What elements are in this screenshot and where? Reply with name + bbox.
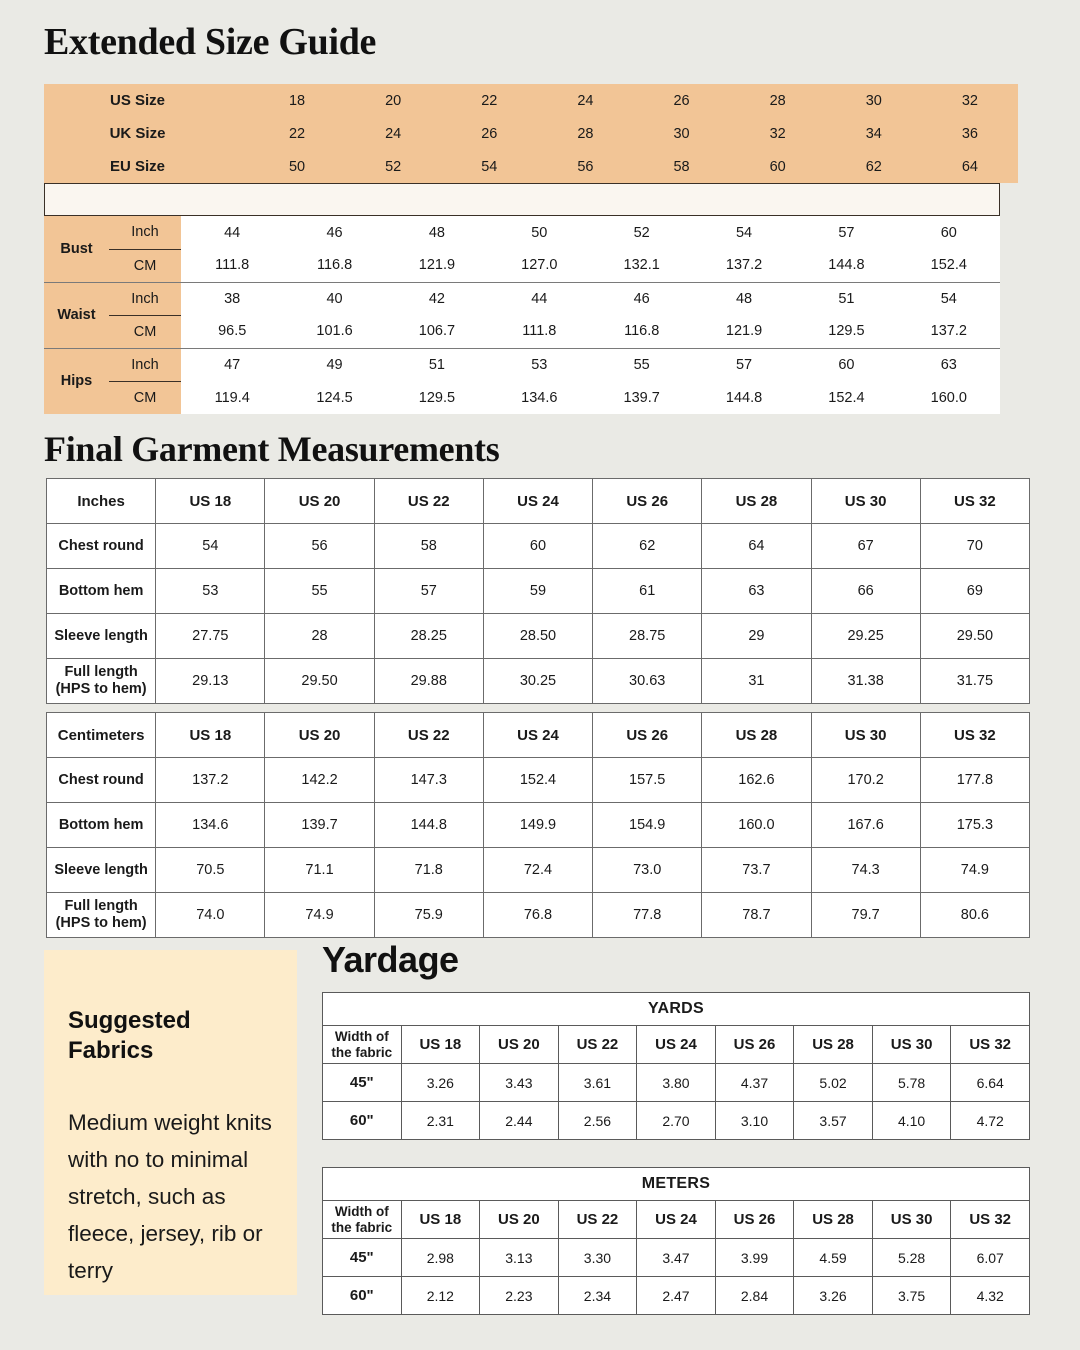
- body-measurement-value: 129.5: [828, 323, 865, 340]
- garment-data-row: [47, 614, 1030, 659]
- yardage-value: 2.12: [401, 1277, 480, 1315]
- garment-column-header: US 24: [483, 713, 592, 758]
- yardage-value: 5.28: [872, 1239, 951, 1277]
- garment-value: 142.2: [265, 758, 374, 803]
- garment-column-header: US 18: [156, 713, 265, 758]
- size-conversion-value: 30: [865, 92, 882, 109]
- body-measurement-unit-inch: Inch: [109, 348, 181, 381]
- garment-value: 29: [702, 614, 811, 659]
- body-measurement-value: 152.4: [930, 257, 967, 274]
- garment-value: 162.6: [702, 758, 811, 803]
- size-conversion-value: 18: [288, 92, 306, 109]
- garment-value: 64: [702, 524, 811, 569]
- yardage-width-label: Width of the fabric: [323, 1201, 402, 1239]
- garment-value: 149.9: [483, 803, 592, 848]
- body-measurement-value: 54: [898, 282, 1000, 315]
- garment-value: 175.3: [920, 803, 1029, 848]
- yardage-value: 3.57: [794, 1102, 873, 1140]
- body-measurement-row: [44, 216, 1000, 249]
- yardage-column-header: US 32: [951, 1026, 1030, 1064]
- garment-row-label: Full length (HPS to hem): [47, 893, 156, 938]
- garment-value: 154.9: [593, 803, 702, 848]
- garment-column-header: US 24: [483, 479, 592, 524]
- body-measurement-value: 116.8: [624, 323, 660, 340]
- size-conversion-value: 60: [769, 158, 786, 175]
- garment-value: 27.75: [156, 614, 265, 659]
- garment-row-label: Full length (HPS to hem): [47, 659, 156, 704]
- yardage-data-row: [323, 1064, 1030, 1102]
- size-conversion-value: 54: [481, 158, 498, 175]
- garment-row-label: Bottom hem: [47, 803, 156, 848]
- garment-value: 66: [811, 569, 920, 614]
- garment-data-row: [47, 524, 1030, 569]
- garment-value: 29.50: [920, 614, 1029, 659]
- body-measurement-value: 44: [224, 224, 241, 241]
- garment-value: 170.2: [811, 758, 920, 803]
- garment-value: 28.50: [483, 614, 592, 659]
- garment-value: 80.6: [920, 893, 1029, 938]
- size-conversion-label: UK Size: [109, 125, 166, 142]
- garment-column-header: US 20: [265, 713, 374, 758]
- yardage-value: 5.02: [794, 1064, 873, 1102]
- yardage-meters-table: [322, 1167, 1030, 1315]
- garment-column-header: US 26: [593, 713, 702, 758]
- size-conversion-value: 64: [961, 158, 978, 175]
- size-guide-blank-row: [44, 183, 1000, 216]
- garment-data-row: [47, 848, 1030, 893]
- size-conversion-label: US Size: [109, 92, 166, 109]
- body-measurement-unit-inch: Inch: [109, 216, 181, 249]
- body-measurement-value: 46: [591, 282, 693, 315]
- body-measurement-row: [44, 315, 1000, 348]
- body-measurement-value: 111.8: [215, 257, 250, 274]
- garment-column-header: US 20: [265, 479, 374, 524]
- size-conversion-value: 32: [769, 125, 786, 142]
- body-measurement-value: 137.2: [725, 257, 763, 274]
- body-measurement-value: 139.7: [623, 389, 660, 406]
- yardage-column-header: US 18: [401, 1026, 480, 1064]
- suggested-fabrics-title: Suggested Fabrics: [68, 1007, 191, 1064]
- garment-value: 30.25: [483, 659, 592, 704]
- yardage-value: 2.84: [715, 1277, 794, 1315]
- garment-value: 28.75: [593, 614, 702, 659]
- yardage-value: 3.10: [715, 1102, 794, 1140]
- body-measurement-value: 137.2: [930, 323, 967, 340]
- yardage-value: 2.56: [558, 1102, 637, 1140]
- yardage-value: 3.61: [558, 1064, 637, 1102]
- garment-column-header: US 32: [920, 713, 1029, 758]
- yardage-value: 3.99: [715, 1239, 794, 1277]
- yardage-value: 3.47: [637, 1239, 716, 1277]
- body-measurement-group-label: Hips: [44, 348, 109, 414]
- garment-value: 58: [374, 524, 483, 569]
- yardage-yards-table: [322, 992, 1030, 1140]
- yardage-column-header: US 30: [872, 1201, 951, 1239]
- size-conversion-label: EU Size: [109, 158, 166, 175]
- yardage-unit-title-row: [323, 993, 1030, 1026]
- yardage-header-row: [323, 1201, 1030, 1239]
- garment-value: 61: [593, 569, 702, 614]
- garment-value: 76.8: [483, 893, 592, 938]
- size-conversion-value: 22: [288, 125, 306, 142]
- garment-value: 28: [265, 614, 374, 659]
- yardage-header-row: [323, 1026, 1030, 1064]
- body-measurement-value: 47: [181, 348, 283, 381]
- body-measurement-group-label: Waist: [44, 282, 109, 348]
- garment-value: 60: [483, 524, 592, 569]
- suggested-fabrics-panel: [44, 950, 297, 1295]
- body-measurement-value: 49: [283, 348, 385, 381]
- body-measurement-value: 48: [428, 224, 445, 241]
- body-measurement-row: [44, 348, 1000, 381]
- garment-value: 147.3: [374, 758, 483, 803]
- yardage-value: 3.30: [558, 1239, 637, 1277]
- body-measurement-value: 63: [898, 348, 1000, 381]
- yardage-data-row: [323, 1239, 1030, 1277]
- yardage-value: 3.80: [637, 1064, 716, 1102]
- body-measurement-group-label: Bust: [44, 216, 109, 282]
- garment-corner-label: Centimeters: [47, 713, 156, 758]
- size-conversion-value: 50: [288, 158, 306, 175]
- garment-value: 67: [811, 524, 920, 569]
- garment-value: 74.9: [265, 893, 374, 938]
- garment-data-row: [47, 569, 1030, 614]
- garment-value: 74.3: [811, 848, 920, 893]
- yardage-column-header: US 22: [558, 1026, 637, 1064]
- garment-row-label: Bottom hem: [47, 569, 156, 614]
- garment-column-header: US 30: [811, 479, 920, 524]
- garment-value: 63: [702, 569, 811, 614]
- yardage-column-header: US 26: [715, 1201, 794, 1239]
- size-conversion-value: 28: [577, 125, 594, 142]
- garment-column-header: US 28: [702, 479, 811, 524]
- body-measurement-value: 132.1: [623, 257, 660, 274]
- size-conversion-value: 28: [769, 92, 786, 109]
- yardage-value: 6.07: [951, 1239, 1030, 1277]
- garment-value: 59: [483, 569, 592, 614]
- body-measurement-unit-cm: CM: [109, 249, 181, 282]
- garment-value: 31.75: [920, 659, 1029, 704]
- yardage-unit-title: YARDS: [323, 993, 1030, 1026]
- body-measurement-value: 60: [795, 348, 897, 381]
- yardage-value: 2.98: [401, 1239, 480, 1277]
- garment-header-row: [47, 713, 1030, 758]
- section-title-final-garment-measurements: Final Garment Measurements: [44, 429, 500, 469]
- yardage-value: 2.23: [480, 1277, 559, 1315]
- size-conversion-row: [44, 150, 1018, 183]
- garment-row-label: Chest round: [47, 758, 156, 803]
- garment-value: 55: [265, 569, 374, 614]
- body-measurement-row: [44, 249, 1000, 282]
- garment-corner-label: Inches: [47, 479, 156, 524]
- garment-value: 167.6: [811, 803, 920, 848]
- garment-measurements-centimeters-table: [46, 712, 1030, 938]
- garment-value: 177.8: [920, 758, 1029, 803]
- body-measurement-value: 50: [531, 224, 548, 241]
- garment-value: 74.9: [920, 848, 1029, 893]
- garment-data-row: [47, 893, 1030, 938]
- garment-value: 71.1: [265, 848, 374, 893]
- body-measurement-value: 111.8: [522, 323, 557, 340]
- garment-row-label: Sleeve length: [47, 614, 156, 659]
- garment-value: 137.2: [156, 758, 265, 803]
- garment-value: 29.13: [156, 659, 265, 704]
- size-conversion-row: [44, 117, 1018, 150]
- garment-value: 78.7: [702, 893, 811, 938]
- garment-value: 74.0: [156, 893, 265, 938]
- yardage-column-header: US 32: [951, 1201, 1030, 1239]
- yardage-value: 6.64: [951, 1064, 1030, 1102]
- body-measurement-value: 38: [181, 282, 283, 315]
- garment-value: 57: [374, 569, 483, 614]
- yardage-fabric-width: 45": [323, 1239, 402, 1277]
- garment-value: 62: [593, 524, 702, 569]
- suggested-fabrics-description: Medium weight knits with no to minimal stretch, such as fleece, jersey, rib or terry: [68, 1110, 272, 1283]
- garment-value: 152.4: [483, 758, 592, 803]
- yardage-value: 3.26: [794, 1277, 873, 1315]
- body-measurement-value: 152.4: [828, 389, 865, 406]
- body-measurement-value: 46: [326, 224, 343, 241]
- body-measurements-table: [44, 216, 1000, 414]
- body-measurement-value: 40: [283, 282, 385, 315]
- yardage-data-row: [323, 1277, 1030, 1315]
- yardage-value: 3.75: [872, 1277, 951, 1315]
- yardage-value: 2.31: [401, 1102, 480, 1140]
- body-measurement-value: 52: [633, 224, 650, 241]
- body-measurement-value: 121.9: [725, 323, 763, 340]
- body-measurement-value: 127.0: [521, 257, 558, 274]
- garment-value: 70.5: [156, 848, 265, 893]
- size-conversion-header: [44, 84, 1018, 183]
- body-measurement-value: 51: [795, 282, 897, 315]
- body-measurement-value: 144.8: [725, 389, 763, 406]
- size-conversion-row: [44, 84, 1018, 117]
- yardage-value: 3.13: [480, 1239, 559, 1277]
- body-measurement-value: 101.6: [316, 323, 353, 340]
- yardage-column-header: US 30: [872, 1026, 951, 1064]
- garment-header-row: [47, 479, 1030, 524]
- garment-value: 134.6: [156, 803, 265, 848]
- size-conversion-value: 56: [577, 158, 594, 175]
- section-title-yardage: Yardage: [322, 939, 459, 980]
- garment-value: 71.8: [374, 848, 483, 893]
- garment-value: 77.8: [593, 893, 702, 938]
- yardage-value: 4.32: [951, 1277, 1030, 1315]
- size-conversion-value: 58: [673, 158, 690, 175]
- yardage-value: 2.34: [558, 1277, 637, 1315]
- yardage-fabric-width: 45": [323, 1064, 402, 1102]
- yardage-value: 4.37: [715, 1064, 794, 1102]
- yardage-column-header: US 20: [480, 1026, 559, 1064]
- body-measurement-value: 121.9: [418, 257, 456, 274]
- size-conversion-value: 30: [673, 125, 690, 142]
- size-conversion-value: 32: [961, 92, 978, 109]
- garment-value: 72.4: [483, 848, 592, 893]
- garment-value: 69: [920, 569, 1029, 614]
- garment-value: 29.25: [811, 614, 920, 659]
- garment-value: 144.8: [374, 803, 483, 848]
- yardage-data-row: [323, 1102, 1030, 1140]
- yardage-column-header: US 26: [715, 1026, 794, 1064]
- size-conversion-value: 26: [673, 92, 690, 109]
- garment-data-row: [47, 758, 1030, 803]
- garment-data-row: [47, 803, 1030, 848]
- garment-value: 75.9: [374, 893, 483, 938]
- yardage-value: 2.47: [637, 1277, 716, 1315]
- body-measurement-value: 55: [591, 348, 693, 381]
- page-title-extended-size-guide: Extended Size Guide: [44, 21, 377, 63]
- size-conversion-value: 24: [577, 92, 594, 109]
- size-conversion-value: 26: [481, 125, 498, 142]
- yardage-column-header: US 28: [794, 1026, 873, 1064]
- yardage-value: 4.10: [872, 1102, 951, 1140]
- body-measurement-value: 54: [735, 224, 753, 241]
- yardage-column-header: US 24: [637, 1026, 716, 1064]
- size-conversion-value: 52: [385, 158, 402, 175]
- garment-value: 79.7: [811, 893, 920, 938]
- yardage-width-label: Width of the fabric: [323, 1026, 402, 1064]
- garment-row-label: Chest round: [47, 524, 156, 569]
- yardage-value: 4.72: [951, 1102, 1030, 1140]
- body-measurement-value: 44: [488, 282, 590, 315]
- garment-value: 73.0: [593, 848, 702, 893]
- body-measurement-value: 116.8: [316, 257, 353, 274]
- yardage-column-header: US 18: [401, 1201, 480, 1239]
- garment-column-header: US 22: [374, 713, 483, 758]
- garment-value: 139.7: [265, 803, 374, 848]
- yardage-column-header: US 22: [558, 1201, 637, 1239]
- size-conversion-value: 20: [385, 92, 402, 109]
- yardage-value: 2.70: [637, 1102, 716, 1140]
- yardage-fabric-width: 60": [323, 1102, 402, 1140]
- yardage-value: 5.78: [872, 1064, 951, 1102]
- yardage-unit-title-row: [323, 1168, 1030, 1201]
- body-measurement-unit-cm: CM: [109, 315, 181, 348]
- garment-column-header: US 30: [811, 713, 920, 758]
- yardage-column-header: US 28: [794, 1201, 873, 1239]
- garment-value: 54: [156, 524, 265, 569]
- yardage-value: 3.26: [401, 1064, 480, 1102]
- body-measurement-value: 51: [386, 348, 488, 381]
- body-measurement-row: [44, 282, 1000, 315]
- garment-value: 30.63: [593, 659, 702, 704]
- body-measurement-value: 53: [488, 348, 590, 381]
- garment-column-header: US 22: [374, 479, 483, 524]
- size-conversion-value: 34: [865, 125, 882, 142]
- yardage-fabric-width: 60": [323, 1277, 402, 1315]
- garment-value: 31.38: [811, 659, 920, 704]
- body-measurement-value: 106.7: [418, 323, 456, 340]
- yardage-value: 3.43: [480, 1064, 559, 1102]
- body-measurement-value: 119.4: [214, 389, 250, 406]
- yardage-unit-title: METERS: [323, 1168, 1030, 1201]
- body-measurement-value: 48: [693, 282, 795, 315]
- garment-column-header: US 32: [920, 479, 1029, 524]
- extended-size-guide-table: [44, 84, 1000, 414]
- body-measurement-value: 134.6: [521, 389, 558, 406]
- garment-value: 31: [702, 659, 811, 704]
- size-conversion-value: 36: [961, 125, 978, 142]
- body-measurement-value: 42: [386, 282, 488, 315]
- yardage-value: 2.44: [480, 1102, 559, 1140]
- body-measurement-value: 160.0: [930, 389, 967, 406]
- garment-value: 29.88: [374, 659, 483, 704]
- body-measurement-value: 144.8: [828, 257, 865, 274]
- body-measurement-value: 124.5: [316, 389, 353, 406]
- body-measurement-unit-cm: CM: [109, 381, 181, 414]
- yardage-column-header: US 20: [480, 1201, 559, 1239]
- garment-data-row: [47, 659, 1030, 704]
- size-conversion-value: 22: [481, 92, 498, 109]
- garment-measurements-inches-table: [46, 478, 1030, 704]
- body-measurement-value: 57: [838, 224, 855, 241]
- garment-value: 73.7: [702, 848, 811, 893]
- body-measurement-value: 57: [693, 348, 795, 381]
- yardage-value: 4.59: [794, 1239, 873, 1277]
- body-measurement-value: 60: [940, 224, 957, 241]
- size-conversion-value: 24: [385, 125, 402, 142]
- body-measurement-value: 129.5: [418, 389, 456, 406]
- garment-value: 53: [156, 569, 265, 614]
- garment-value: 160.0: [702, 803, 811, 848]
- garment-value: 28.25: [374, 614, 483, 659]
- garment-column-header: US 28: [702, 713, 811, 758]
- body-measurement-value: 96.5: [218, 323, 247, 340]
- garment-row-label: Sleeve length: [47, 848, 156, 893]
- garment-value: 56: [265, 524, 374, 569]
- garment-value: 157.5: [593, 758, 702, 803]
- garment-value: 29.50: [265, 659, 374, 704]
- body-measurement-unit-inch: Inch: [109, 282, 181, 315]
- garment-value: 70: [920, 524, 1029, 569]
- garment-column-header: US 26: [593, 479, 702, 524]
- garment-column-header: US 18: [156, 479, 265, 524]
- size-conversion-value: 62: [865, 158, 882, 175]
- yardage-column-header: US 24: [637, 1201, 716, 1239]
- body-measurement-row: [44, 381, 1000, 414]
